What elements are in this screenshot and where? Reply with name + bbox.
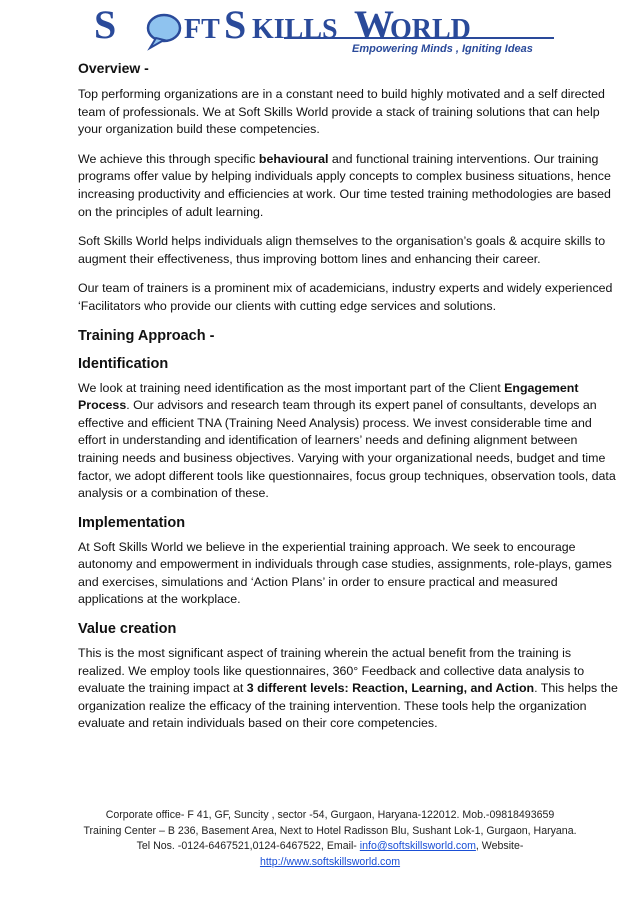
footer-website-line bbox=[60, 855, 600, 871]
logo-letters: ORLD bbox=[390, 14, 471, 45]
implementation-heading: Implementation bbox=[78, 514, 186, 531]
logo-letters: W bbox=[354, 8, 394, 47]
training-approach-heading: Training Approach - bbox=[78, 327, 215, 344]
footer-contact-line: Tel Nos. -0124-6467521,0124-6467522, Email- info@softskillsworld.com, Website- bbox=[136, 840, 524, 853]
speech-bubble-icon bbox=[148, 15, 180, 48]
overview-paragraph-4: Our team of trainers is a prominent mix of academicians, industry experts and widely experienced ‘Facilitators who provide our clients with cutting edge services and solutions. bbox=[78, 281, 613, 313]
logo-tagline: Empowering Minds , Igniting Ideas bbox=[352, 43, 533, 55]
overview-heading: Overview - bbox=[78, 60, 149, 76]
logo-letters: S bbox=[224, 8, 247, 47]
overview-paragraph-1: Top performing organizations are in a constant need to build highly motivated and a self directed team of professionals. We at Soft Skills World provide a stack of training solutions that can help your organization build these competencies. bbox=[78, 87, 605, 137]
overview-paragraph-2: We achieve this through specific behavioural and functional training interventions. Our training programs offer value by helping individuals apply concepts to complex business situations, hence increasing productivity and efficiencies at work. Our time tested training methodologies are based on the principles of adult learning. bbox=[78, 151, 611, 219]
website-link[interactable]: http://www.softskillsworld.com bbox=[259, 855, 401, 868]
email-link[interactable]: info@softskillsworld.com bbox=[359, 840, 476, 853]
footer-training-center: Training Center – B 236, Basement Area, Next to Hotel Radisson Blu, Sushant Lok-1, Gurgaon, Haryana. bbox=[83, 824, 577, 837]
value-creation-heading: Value creation bbox=[78, 621, 177, 638]
identification-paragraph: We look at training need identification as the most important part of the Client Engagement Process. Our advisors and research team through its expert panel of consultants, develops an effective and efficient TNA (Training Need Analysis) process. We invest considerable time and effort in understanding and identification of learners’ needs and defining alignment between training needs and business objectives. Varying with your organizational needs, budget and time factor, we adopt different tools like questionnaires, focus group techniques, observation tools, data analysis or a combination of these. bbox=[78, 380, 616, 501]
overview-paragraph-3: Soft Skills World helps individuals align themselves to the organisation’s goals & acquire skills to augment their effectiveness, thus improving bottom lines and enhancing their career. bbox=[78, 234, 606, 266]
page-footer bbox=[60, 808, 600, 870]
implementation-paragraph: At Soft Skills World we believe in the experiential training approach. We seek to encourage autonomy and empowerment in individuals through case studies, assignments, role-plays, games and exercises, simulations and ‘Action Plans’ in order to ensure practical and measured applications at the workplace. bbox=[78, 539, 612, 607]
logo-letters: KILLS bbox=[252, 14, 338, 45]
logo-letters: S bbox=[94, 8, 117, 47]
identification-heading: Identification bbox=[78, 355, 169, 372]
footer-corporate-office: Corporate office- F 41, GF, Suncity , sector -54, Gurgaon, Haryana-122012. Mob.-09818493659 bbox=[105, 809, 555, 821]
company-logo bbox=[84, 8, 554, 56]
logo-letters: FT bbox=[184, 14, 220, 45]
value-creation-paragraph: This is the most significant aspect of training wherein the actual benefit from the training is realized. We employ tools like questionnaires, 360° Feedback and collective data analysis to evaluate the training impact at 3 different levels: Reaction, Learning, and Action. This helps the organization realize the efficacy of the training intervention. These tools help the organization evaluate and retain individuals based on their core competencies. bbox=[78, 646, 618, 731]
